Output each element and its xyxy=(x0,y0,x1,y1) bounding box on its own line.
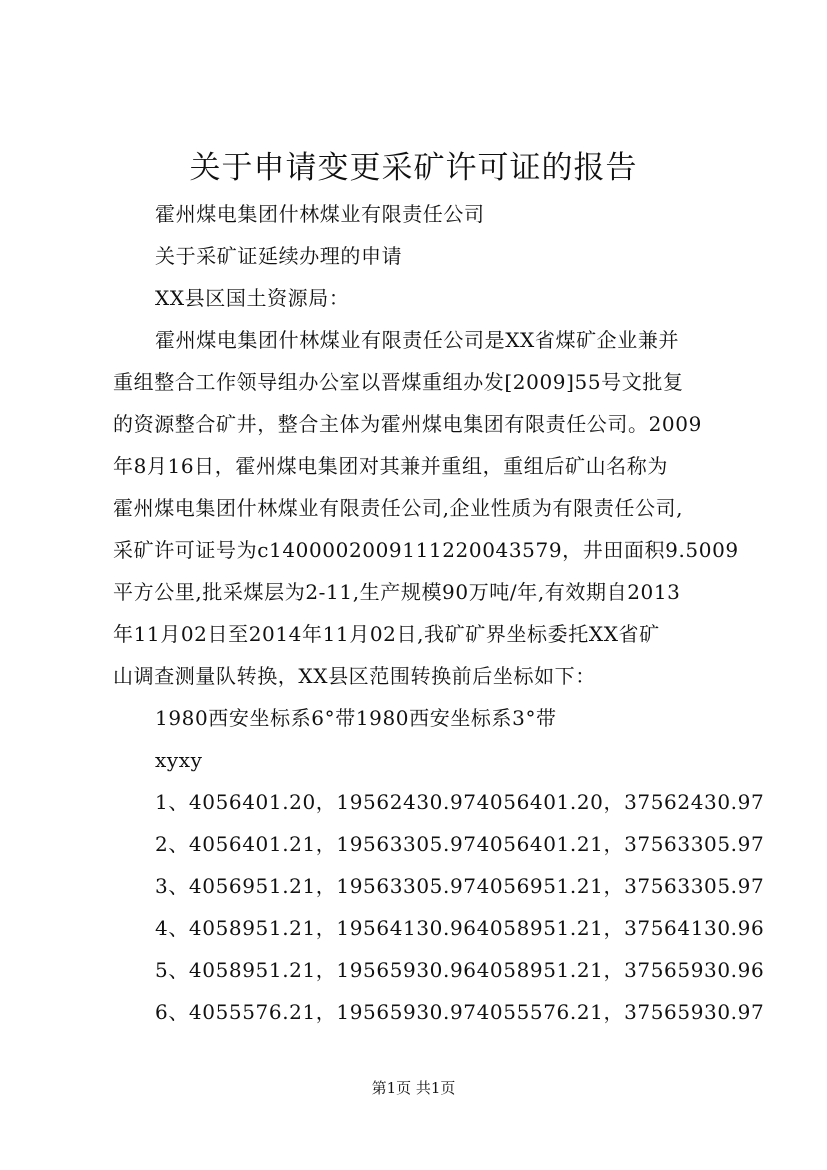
coord-row: 4、4058951.21，19564130.964058951.21，37564130.96 xyxy=(155,916,765,940)
paragraph-line: 年8月16日，霍州煤电集团对其兼并重组，重组后矿山名称为 xyxy=(113,454,668,478)
coord-row: 2、4056401.21，19563305.974056401.21，37563305.97 xyxy=(155,832,765,856)
coord-row: 3、4056951.21，19563305.974056951.21，37563305.97 xyxy=(155,874,765,898)
company-name: 霍州煤电集团什林煤业有限责任公司 xyxy=(155,202,485,226)
coord-system-header: 1980西安坐标系6°带1980西安坐标系3°带 xyxy=(155,706,557,730)
paragraph-line: 霍州煤电集团什林煤业有限责任公司,企业性质为有限责任公司, xyxy=(113,496,684,520)
coord-row: 1、4056401.20，19562430.974056401.20，37562430.97 xyxy=(155,790,765,814)
paragraph-line: 山调查测量队转换，XX县区范围转换前后坐标如下： xyxy=(113,664,596,688)
paragraph-line: 霍州煤电集团什林煤业有限责任公司是XX省煤矿企业兼并 xyxy=(155,328,680,352)
paragraph-line: 采矿许可证号为c1400002009111220043579，井田面积9.5009 xyxy=(113,538,739,562)
subject-line: 关于采矿证延续办理的申请 xyxy=(155,244,403,268)
coord-row: 6、4055576.21，19565930.974055576.21，37565930.97 xyxy=(155,1000,765,1024)
paragraph-line: 重组整合工作领导组办公室以晋煤重组办发[2009]55号文批复 xyxy=(113,370,684,394)
paragraph-line: 平方公里,批采煤层为2-11,生产规模90万吨/年,有效期自2013 xyxy=(113,580,681,604)
recipient-line: XX县区国土资源局： xyxy=(155,286,350,310)
paragraph-line: 年11月02日至2014年11月02日,我矿矿界坐标委托XX省矿 xyxy=(113,622,660,646)
document-title: 关于申请变更采矿许可证的报告 xyxy=(189,150,638,186)
coord-row: 5、4058951.21，19565930.964058951.21，37565930.96 xyxy=(155,958,765,982)
paragraph-line: 的资源整合矿井，整合主体为霍州煤电集团有限责任公司。2009 xyxy=(113,412,702,436)
page-footer: 第1页 共1页 xyxy=(371,1079,456,1097)
coord-axes-header: xyxy xyxy=(155,748,203,772)
